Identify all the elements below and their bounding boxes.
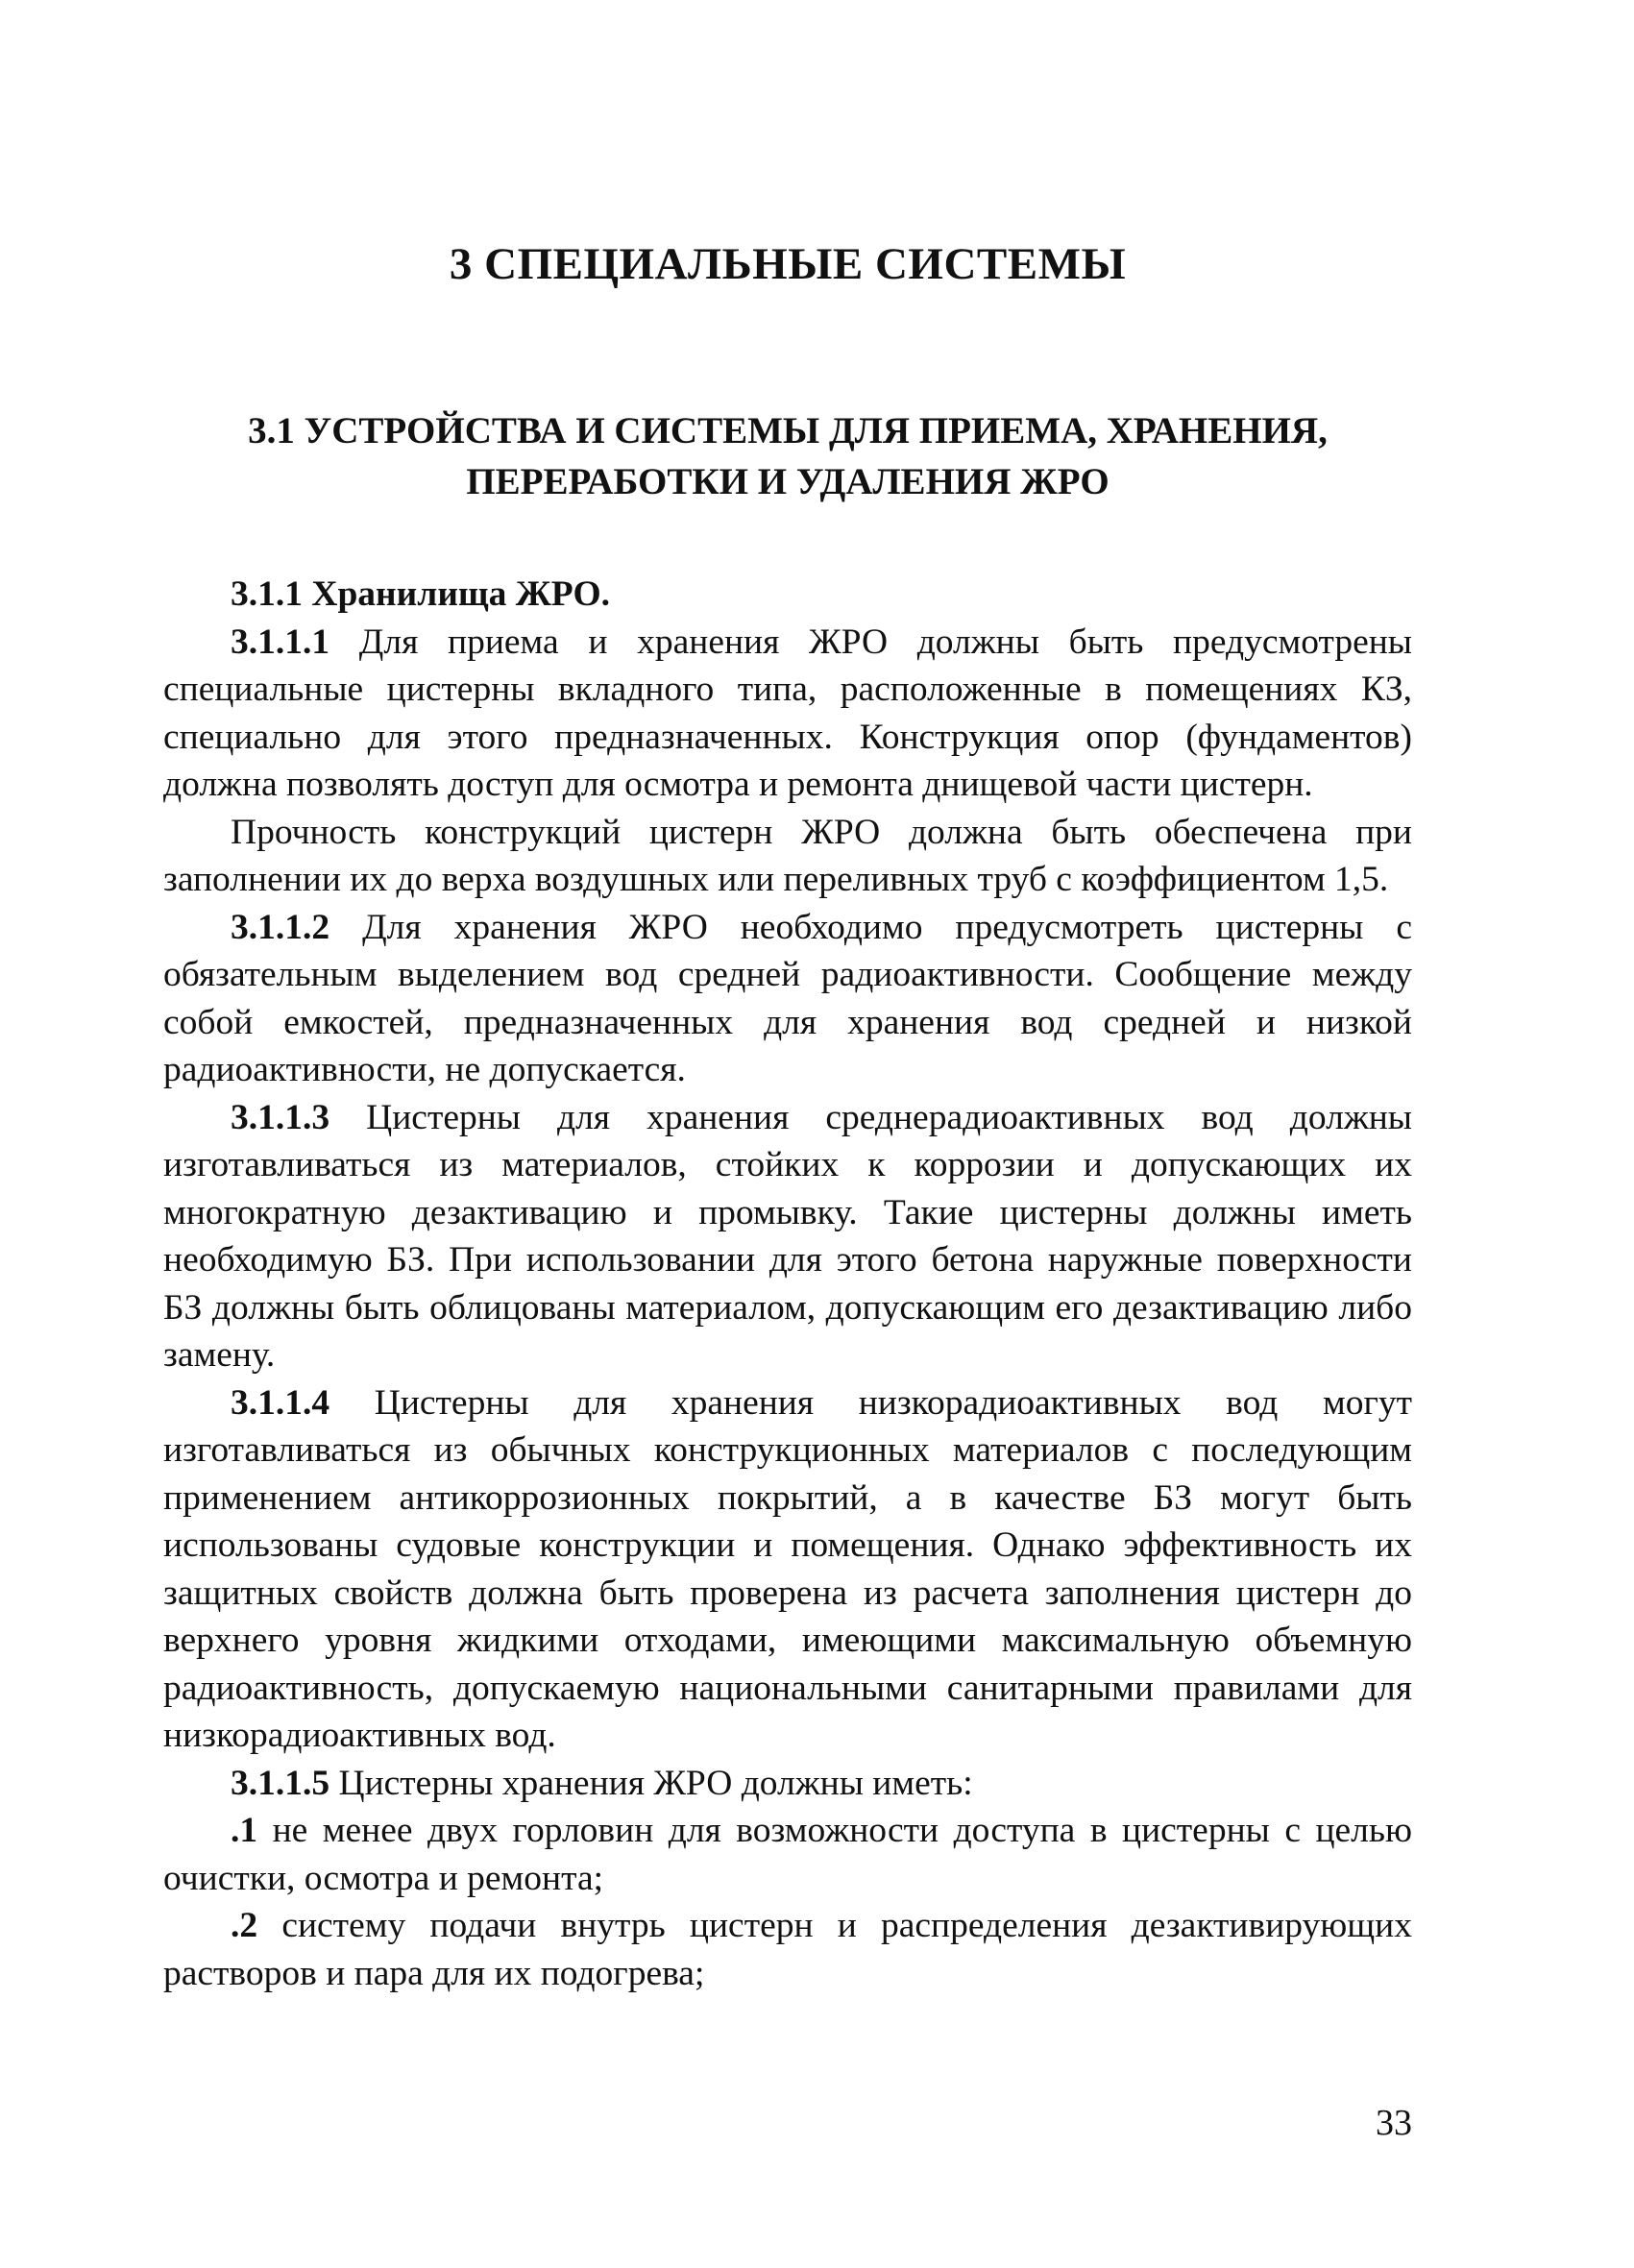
list-item-number: .2 bbox=[231, 1906, 258, 1945]
paragraph-3-1-1-3 bbox=[163, 1094, 1412, 1379]
list-item-number: .1 bbox=[231, 1811, 258, 1850]
chapter-title: 3 СПЕЦИАЛЬНЫЕ СИСТЕМЫ bbox=[449, 239, 1127, 289]
paragraph-3-1-1-1 bbox=[163, 619, 1412, 809]
paragraph-text: Прочность конструкций цистерн ЖРО должна быть обеспечена при заполнении их до верха воздушных или переливных труб с коэффициентом 1,5. bbox=[163, 812, 1412, 899]
paragraph-text: Цистерны хранения ЖРО должны иметь: bbox=[329, 1763, 973, 1803]
paragraph-text: Для хранения ЖРО необходимо предусмотреть цистерны с обязательным выделением вод средней радиоактивности. Сообщение между собой емкостей, предназначенных для хранения вод средней и низкой радиоактивности, не допускается. bbox=[163, 907, 1412, 1089]
section-title bbox=[163, 405, 1412, 507]
page-number: 33 bbox=[1376, 2103, 1412, 2143]
paragraph-number: 3.1.1.2 bbox=[231, 907, 330, 947]
subsection-title: Хранилища ЖРО. bbox=[303, 574, 611, 614]
document-page bbox=[163, 0, 1412, 2268]
paragraph-3-1-1-4 bbox=[163, 1379, 1412, 1760]
paragraph-strength bbox=[163, 809, 1412, 904]
list-item-2 bbox=[163, 1902, 1412, 1997]
subsection-heading bbox=[163, 571, 1412, 619]
subsection-number: 3.1.1 bbox=[231, 574, 303, 614]
section-title-line-1: 3.1 УСТРОЙСТВА И СИСТЕМЫ ДЛЯ ПРИЕМА, ХРАНЕНИЯ, bbox=[248, 410, 1328, 451]
paragraph-number: 3.1.1.3 bbox=[231, 1097, 330, 1137]
paragraph-3-1-1-5 bbox=[163, 1760, 1412, 1808]
list-item-text: систему подачи внутрь цистерн и распределения дезактивирующих растворов и пара для их подогрева; bbox=[163, 1906, 1412, 1993]
paragraph-number: 3.1.1.4 bbox=[231, 1382, 330, 1423]
body-text bbox=[163, 571, 1412, 1997]
paragraph-text: Для приема и хранения ЖРО должны быть предусмотрены специальные цистерны вкладного типа, расположенные в помещениях КЗ, специально для этого предназначенных. Конструкция опор (фундаментов) должна позволять доступ для осмотра и ремонта днищевой части цистерн. bbox=[163, 622, 1412, 804]
list-item-1 bbox=[163, 1807, 1412, 1902]
paragraph-number: 3.1.1.5 bbox=[231, 1763, 330, 1803]
paragraph-text: Цистерны для хранения низкорадиоактивных вод могут изготавливаться из обычных конструкционных материалов с последующим применением антикоррозионных покрытий, а в качестве БЗ могут быть использованы судовые конструкции и помещения. Однако эффективность их защитных свойств должна быть проверена из расчета заполнения цистерн до верхнего уровня жидкими отходами, имеющими максимальную объемную радиоактивность, допускаемую национальными санитарными правилами для низкорадиоактивных вод. bbox=[163, 1382, 1412, 1755]
section-title-line-2: ПЕРЕРАБОТКИ И УДАЛЕНИЯ ЖРО bbox=[466, 461, 1110, 502]
paragraph-text: Цистерны для хранения среднерадиоактивных вод должны изготавливаться из материалов, стойких к коррозии и допускающих их многократную дезактивацию и промывку. Такие цистерны должны иметь необходимую БЗ. При использовании для этого бетона наружные поверхности БЗ должны быть облицованы материалом, допускающим его дезактивацию либо замену. bbox=[163, 1097, 1412, 1375]
paragraph-3-1-1-2 bbox=[163, 904, 1412, 1094]
paragraph-number: 3.1.1.1 bbox=[231, 622, 330, 662]
list-item-text: не менее двух горловин для возможности доступа в цистерны с целью очистки, осмотра и ремонта; bbox=[163, 1811, 1412, 1898]
